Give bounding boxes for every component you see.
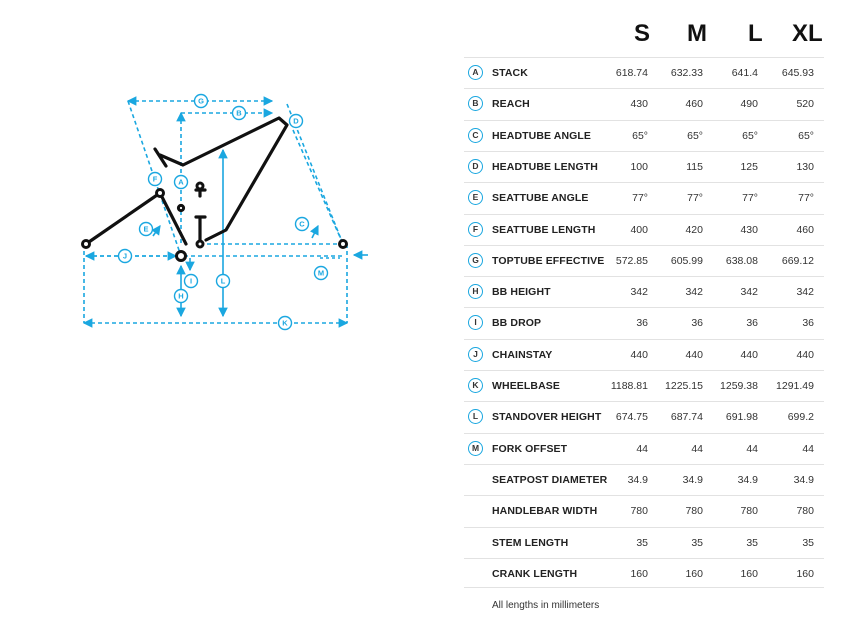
table-row [464,182,824,214]
row-value-s: 430 [630,98,648,111]
row-value-s: 100 [630,160,648,173]
row-value-m: 605.99 [670,254,703,267]
row-label: HANDLEBAR WIDTH [492,505,598,518]
diagram-marker-label: H [178,291,184,301]
row-value-s: 44 [636,442,648,455]
row-label: SEATTUBE ANGLE [492,192,589,205]
row-label: STEM LENGTH [492,536,569,549]
row-value-l: 691.98 [725,411,758,424]
table-row [464,214,824,246]
row-value-xl: 44 [802,442,814,455]
row-value-l: 77° [742,192,758,205]
table-row [464,370,824,402]
row-value-xl: 34.9 [793,473,814,486]
row-value-l: 430 [740,223,758,236]
row-value-xl: 342 [796,286,814,299]
row-value-xl: 1291.49 [776,380,814,392]
row-value-m: 420 [685,223,703,236]
dimension-badge: L [468,409,483,424]
row-label: TOPTUBE EFFECTIVE [492,254,605,267]
row-value-m: 115 [686,160,703,173]
diagram-marker-label: L [220,276,226,286]
row-value-l: 35 [746,536,758,549]
size-header-m: M [687,20,707,47]
dimension-badge: B [468,96,483,111]
row-value-xl: 780 [796,505,814,518]
dimension-badge: F [468,222,483,237]
dimension-badge: E [468,190,483,205]
row-value-m: 44 [691,442,703,455]
row-label: BB DROP [492,317,542,330]
row-label: WHEELBASE [492,380,560,392]
size-header-xl: XL [792,20,823,47]
diagram-marker-label: J [122,251,128,261]
table-row [464,120,824,152]
diagram-marker-label: B [236,108,242,118]
row-value-m: 34.9 [682,473,703,486]
row-value-xl: 130 [796,160,814,173]
dimension-badge: J [468,347,483,362]
row-value-l: 65° [742,129,758,142]
row-label: BB HEIGHT [492,286,551,299]
row-value-xl: 440 [796,348,814,361]
row-label: CRANK LENGTH [492,567,578,580]
row-value-l: 342 [740,286,758,299]
diagram-marker-label: I [189,276,193,286]
row-value-s: 35 [636,536,648,549]
row-value-m: 342 [685,286,703,299]
row-label: STANDOVER HEIGHT [492,411,602,424]
table-row [464,151,824,183]
row-value-m: 1225.15 [665,380,703,392]
row-label: HEADTUBE ANGLE [492,129,592,142]
row-value-s: 34.9 [627,473,648,486]
row-label: REACH [492,98,530,111]
table-row [464,339,824,371]
table-row [464,276,824,308]
row-value-xl: 77° [798,192,814,205]
row-label: FORK OFFSET [492,442,568,455]
dimension-badge: K [468,378,483,393]
row-value-s: 342 [630,286,648,299]
dimension-badge: H [468,284,483,299]
units-footnote: All lengths in millimeters [492,600,600,611]
row-value-l: 641.4 [731,67,758,79]
diagram-marker-label: F [152,174,158,184]
row-value-m: 35 [691,536,703,549]
diagram-marker-label: A [178,177,184,187]
row-value-s: 674.75 [615,411,648,424]
diagram-marker-label: G [198,96,204,106]
row-value-s: 65° [632,129,648,142]
row-value-xl: 160 [796,567,814,580]
row-value-xl: 645.93 [781,67,814,79]
diagram-marker-label: D [293,116,299,126]
row-value-l: 44 [746,442,758,455]
row-value-xl: 520 [796,98,814,111]
table-row [464,307,824,339]
row-value-xl: 669.12 [781,254,814,267]
row-value-s: 160 [630,567,648,580]
row-value-m: 460 [685,98,703,111]
row-value-m: 65° [687,129,703,142]
size-header-s: S [634,20,651,47]
table-row [464,495,824,527]
row-label: CHAINSTAY [492,348,553,361]
row-value-xl: 65° [798,129,814,142]
row-value-l: 125 [740,160,758,173]
dimension-badge: D [468,159,483,174]
row-value-s: 400 [630,223,648,236]
dimension-badge: M [468,441,483,456]
row-value-m: 687.74 [670,411,703,424]
dimension-badge: G [468,253,483,268]
row-value-s: 780 [630,505,648,518]
table-row [464,433,824,465]
row-value-s: 1188.81 [610,380,648,392]
row-value-s: 36 [636,317,648,330]
row-value-m: 160 [685,567,703,580]
table-row [464,464,824,496]
row-label: HEADTUBE LENGTH [492,160,598,173]
table-row [464,245,824,277]
table-row [464,88,824,120]
row-value-l: 34.9 [737,473,758,486]
table-row [464,57,824,89]
row-value-l: 638.08 [725,254,758,267]
row-value-l: 440 [740,348,758,361]
row-value-m: 440 [685,348,703,361]
diagram-marker-label: K [282,318,288,328]
row-value-m: 77° [687,192,703,205]
row-label: STACK [492,67,528,79]
row-value-xl: 35 [802,536,814,549]
row-label: SEATTUBE LENGTH [492,223,596,236]
table-row [464,401,824,433]
table-row [464,558,824,590]
row-value-l: 160 [740,567,758,580]
row-label: SEATPOST DIAMETER [492,473,608,486]
row-value-xl: 699.2 [787,411,814,424]
row-value-s: 77° [632,192,648,205]
row-value-s: 440 [630,348,648,361]
row-value-l: 1259.38 [720,380,758,392]
table-bottom-divider [464,587,824,588]
row-value-m: 632.33 [670,67,703,79]
row-value-l: 36 [746,317,758,330]
diagram-marker-label: E [143,224,149,234]
dimension-badge: I [468,315,483,330]
dimension-badge: A [468,65,483,80]
row-value-xl: 460 [796,223,814,236]
diagram-marker-label: M [317,268,325,278]
table-row [464,527,824,559]
diagram-marker-label: C [299,219,305,229]
dimension-badge: C [468,128,483,143]
row-value-l: 780 [740,505,758,518]
row-value-xl: 36 [802,317,814,330]
row-value-s: 572.85 [615,254,648,267]
row-value-l: 490 [740,98,758,111]
row-value-m: 36 [691,317,703,330]
row-value-m: 780 [685,505,703,518]
size-header-l: L [748,20,763,47]
row-value-s: 618.74 [615,67,648,79]
